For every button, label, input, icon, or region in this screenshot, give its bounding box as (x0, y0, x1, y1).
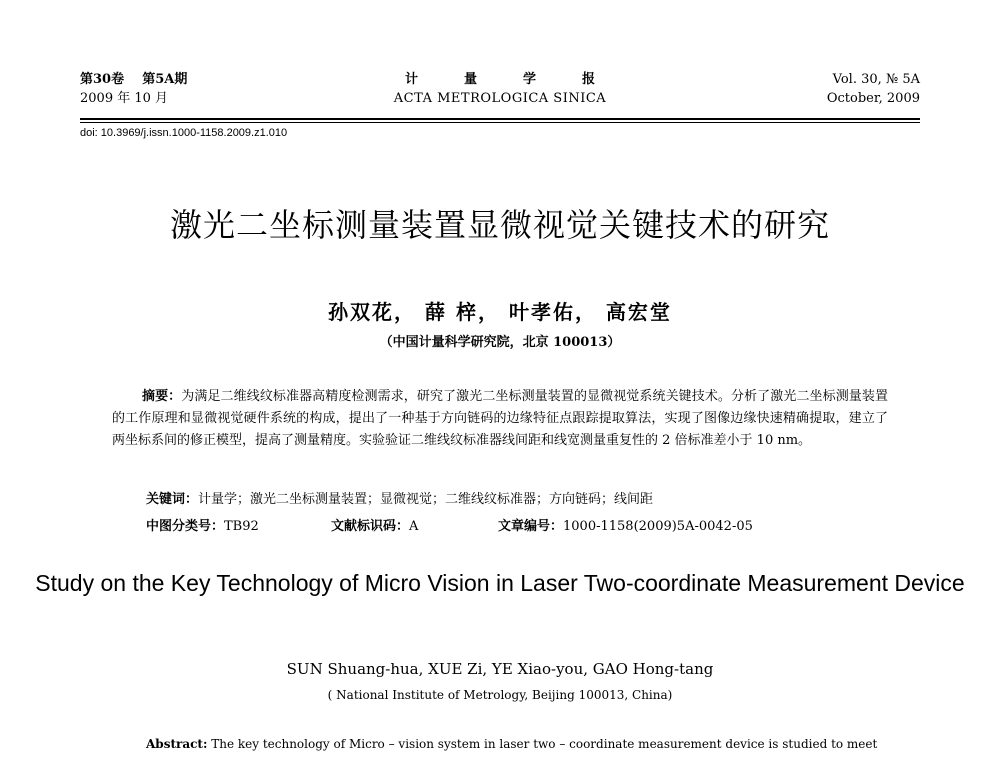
clc-value: TB92 (224, 519, 259, 534)
article-no-value: 1000-1158(2009)5A-0042-05 (563, 519, 753, 534)
document-code (331, 515, 418, 534)
affiliation-cn: （中国计量科学研究院，北京 100013） (379, 335, 621, 350)
journal-name-en: ACTA METROLOGICA SINICA (393, 91, 607, 106)
doc-code-label: 文献标识码： (331, 519, 410, 534)
issue-cn: 第5A期 (142, 72, 188, 87)
journal-name-cn: 计量学报 (404, 72, 641, 87)
volume-cn: 第30卷 (80, 72, 125, 87)
abstract-cn (112, 386, 888, 452)
date-cn: 2009 年 10 月 (80, 91, 169, 106)
authors-en: SUN Shuang-hua, XUE Zi, YE Xiao-you, GAO Hong-tang (286, 660, 714, 678)
clc-label: 中图分类号： (146, 519, 225, 534)
affiliation-en: ( National Institute of Metrology, Beijing 100013, China) (327, 688, 673, 702)
abstract-en-text: The key technology of Micro – vision system in laser two – coordinate measurement device is studied to meet (211, 737, 878, 751)
doc-code-value: A (409, 519, 419, 534)
keywords-cn-text: 计量学；激光二坐标测量装置；显微视觉；二维线纹标准器；方向链码；线间距 (198, 492, 654, 507)
title-cn: 激光二坐标测量装置显微视觉关键技术的研究 (169, 206, 830, 244)
abstract-cn-label: 摘要： (142, 389, 182, 404)
abstract-cn-text: 为满足二维线纹标准器高精度检测需求，研究了激光二坐标测量装置的显微视觉系统关键技术。分析了激光二坐标测量装置的工作原理和显微视觉硬件系统的构成，提出了一种基于方向链码的边缘特征点跟踪提取算法，实现了图像边缘快速精确提取，建立了两坐标系间的修正模型，提高了测量精度。实验验证二维线纹标准器线间距和线宽测量重复性的 2 倍标准差小于 10 nm。 (112, 389, 888, 448)
volume-en: Vol. 30, № 5A (832, 72, 920, 87)
journal-header (80, 70, 920, 120)
header-rule-thick (80, 118, 920, 120)
header-right (827, 70, 920, 108)
title-en: Study on the Key Technology of Micro Vision in Laser Two-coordinate Measurement Device (35, 570, 965, 596)
header-center (380, 70, 641, 108)
authors-cn: 孙双花， 薛 梓， 叶孝佑， 高宏堂 (328, 300, 672, 324)
abstract-en (146, 737, 886, 751)
doi: doi: 10.3969/j.issn.1000-1158.2009.z1.010 (80, 127, 288, 139)
article-no-label: 文章编号： (498, 519, 564, 534)
header-left (80, 70, 187, 108)
keywords-cn (146, 488, 886, 507)
clc-code (146, 515, 259, 534)
date-en: October, 2009 (826, 91, 920, 106)
abstract-en-label: Abstract: (146, 737, 208, 751)
article-number (498, 515, 753, 534)
keywords-cn-label: 关键词： (146, 492, 199, 507)
header-rule-thin (80, 122, 920, 123)
